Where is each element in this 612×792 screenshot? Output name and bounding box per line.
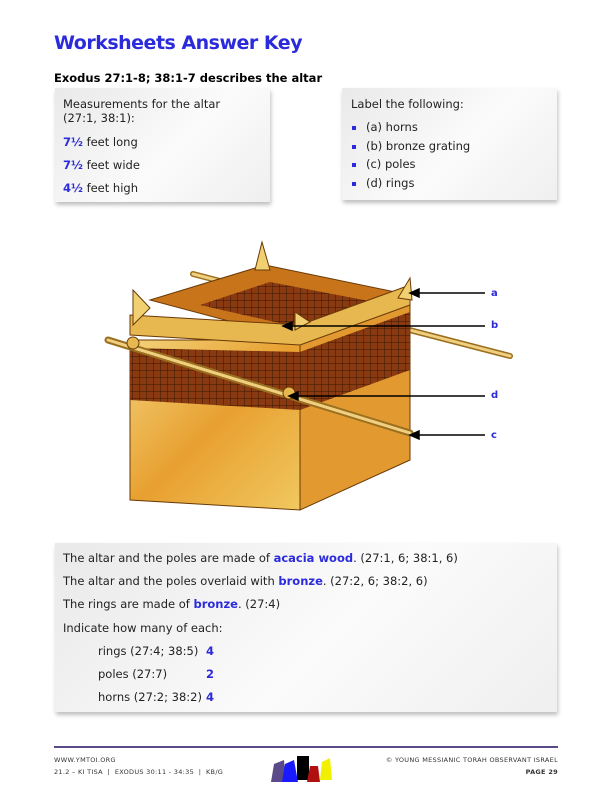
- answer-value: bronze: [193, 597, 238, 611]
- measure-text: feet long: [86, 135, 138, 149]
- measure-value: 7½: [63, 158, 83, 172]
- list-item: (d) rings: [342, 176, 470, 195]
- count-label: rings (27:4; 38:5): [98, 644, 199, 658]
- section-subtitle: Exodus 27:1-8; 38:1-7 describes the altar: [54, 71, 323, 85]
- labels-list: [342, 120, 470, 194]
- measure-value: 4½: [63, 181, 83, 195]
- page-number: PAGE 29: [525, 768, 558, 776]
- list-item: (a) horns: [342, 120, 470, 139]
- footer-refs: 21.2 – KI TISA | EXODUS 30:11 - 34:35 | KB/G: [54, 768, 224, 776]
- answer-line: The rings are made of bronze. (27:4): [63, 597, 281, 611]
- count-value: 4: [206, 690, 215, 704]
- measurements-box: [55, 88, 270, 202]
- footer-site: WWW.YMTOI.ORG: [54, 756, 116, 764]
- count-label: horns (27:2; 38:2): [98, 690, 202, 704]
- answer-value: acacia wood: [273, 551, 354, 565]
- answers-box: [55, 543, 557, 712]
- labels-box: [342, 88, 557, 200]
- list-item: (c) poles: [342, 157, 470, 176]
- answer-line: The altar and the poles overlaid with bronze. (27:2, 6; 38:2, 6): [63, 574, 428, 588]
- footer-rule: [54, 746, 558, 748]
- count-label: poles (27:7): [98, 667, 168, 681]
- count-prompt: Indicate how many of each:: [63, 621, 223, 635]
- page-title: Worksheets Answer Key: [54, 32, 303, 54]
- answer-value: bronze: [278, 574, 323, 588]
- logo-icon: [268, 752, 348, 784]
- diagram-label-d: d: [491, 390, 499, 401]
- diagram-label-c: c: [491, 430, 497, 441]
- labels-heading: Label the following:: [351, 97, 464, 111]
- list-item: (b) bronze grating: [342, 139, 470, 158]
- altar-illustration: [0, 230, 612, 530]
- diagram-label-a: a: [491, 288, 498, 299]
- count-value: 2: [206, 667, 215, 681]
- count-value: 4: [206, 644, 215, 658]
- measurements-heading: Measurements for the altar (27:1, 38:1):: [63, 97, 221, 125]
- measure-text: feet wide: [86, 158, 140, 172]
- diagram-label-b: b: [491, 320, 499, 331]
- answer-line: The altar and the poles are made of acacia wood. (27:1, 6; 38:1, 6): [63, 551, 458, 565]
- measure-value: 7½: [63, 135, 83, 149]
- measure-text: feet high: [86, 181, 138, 195]
- footer-copyright: © YOUNG MESSIANIC TORAH OBSERVANT ISRAEL: [385, 756, 558, 764]
